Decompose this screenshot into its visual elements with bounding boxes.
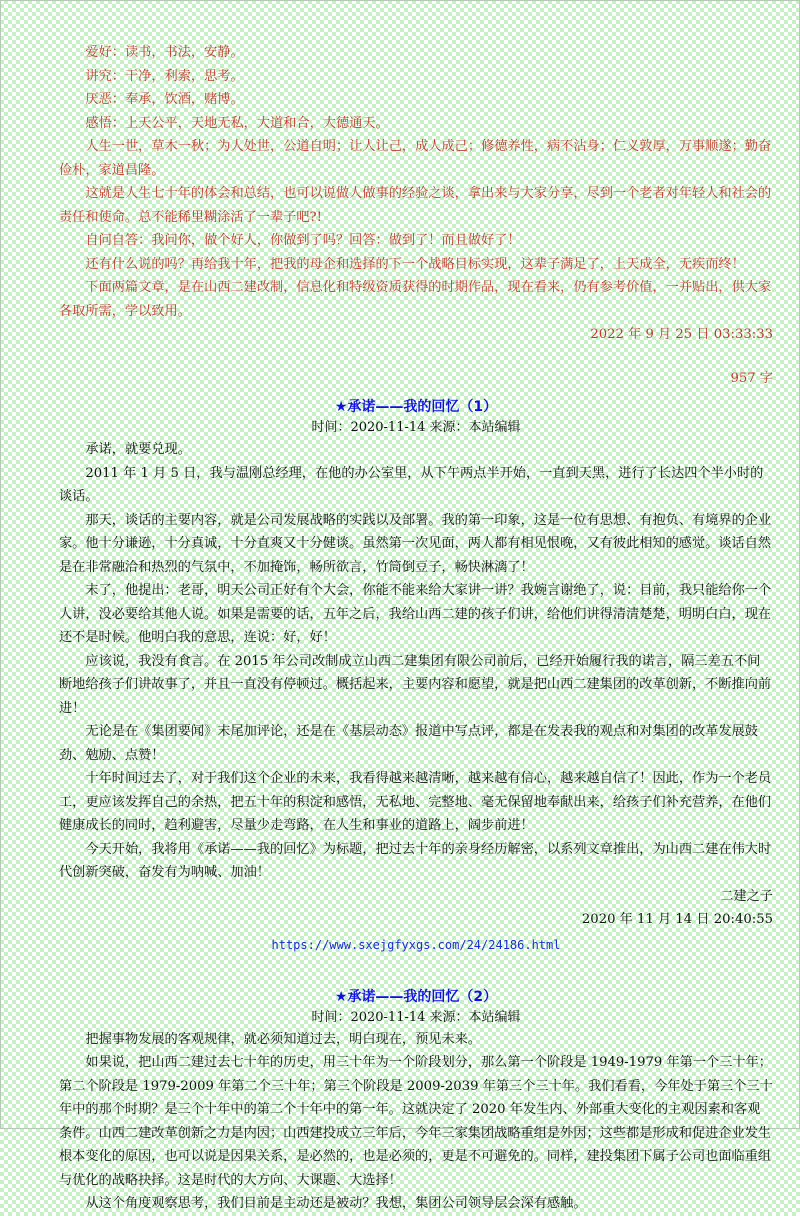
intro-date: 2022 年 9 月 25 日 03:33:33 (590, 327, 773, 342)
article-1-title: ★承诺——我的回忆（1） (334, 399, 498, 415)
intro-self-qa: 自问自答：我问你，做个好人，你做到了吗？回答：做到了！而且做好了！ (85, 233, 521, 248)
intro-section (59, 41, 773, 390)
article-2-paragraph: 如果说，把山西二建过去七十年的历史，用三十年为一个阶段划分，那么第一个阶段是 1949-1979 年第一个三十年；第二个阶段是 1979-2009 年第二个三十年；第三个阶段是 2009-2039 年第三个三十年。我们看看，今年处于第三个三十年中的那个时期？是三个十年中的第二个十年中的第一年。这就决定了 2020 年发生内、外部重大变化的主观因素和客观条件。山西二建改革创新之力是内因；山西建投成立三年后，今年三家集团战略重组是外因；这些都是形成和促进企业发生根本变化的原因，也可以说是因果关系，是必然的，也是必须的，更是不可避免的。同样，建投集团下属子公司也面临重组与优化的战略抉择。这是时代的大方向、大课题、大选择！ (59, 1055, 773, 1188)
intro-dislike: 厌恶：奉承，饮酒，赌博。 (85, 92, 244, 107)
article-1-date: 2020 年 11 月 14 日 20:40:55 (581, 912, 773, 927)
intro-note: 下面两篇文章，是在山西二建改制，信息化和特级资质获得的时期作品，现在看来，仍有参考价值，一并贴出，供大家各取所需，学以致用。 (59, 280, 772, 319)
article-1-paragraph: 承诺，就要兑现。 (85, 442, 191, 457)
article-2-paragraph: 把握事物发展的客观规律，就必须知道过去，明白现在，预见未来。 (85, 1031, 482, 1047)
article-2-paragraph: 从这个角度观察思考，我们目前是主动还是被动？我想，集团公司领导层会深有感触。 (85, 1196, 587, 1211)
article-1-url-link[interactable]: https://www.sxejgfyxgs.com/24/24186.html (271, 937, 561, 952)
article-1-paragraph: 应该说，我没有食言。在 2015 年公司改制成立山西二建集团有限公司前后，已经开始履行我的诺言，隔三差五不间断地给孩子们讲故事了，并且一直没有停顿过。概括起来，主要内容和愿望，就是把山西二建集团的改革创新，不断推向前进！ (59, 653, 772, 716)
intro-summary: 这就是人生七十年的体会和总结，也可以说做人做事的经验之谈，拿出来与大家分享，尽到一个老者对年轻人和社会的责任和使命。总不能稀里糊涂活了一辈子吧?! (59, 186, 772, 225)
article-1-paragraph: 无论是在《集团要闻》末尾加评论，还是在《基层动态》报道中写点评，都是在发表我的观点和对集团的改革发展鼓劲、勉励、点赞！ (59, 724, 758, 763)
article-1-paragraph: 今天开始，我将用《承诺——我的回忆》为标题，把过去十年的亲身经历解密，以系列文章推出，为山西二建在伟大时代创新突破，奋发有为呐喊、加油！ (59, 841, 772, 880)
intro-insight: 感悟：上天公平，天地无私，大道和合，大德通天。 (85, 115, 389, 131)
article-1-meta: 时间：2020-11-14 来源：本站编辑 (311, 420, 521, 435)
article-1-paragraph: 末了，他提出：老哥，明天公司正好有个大会，你能不能来给大家讲一讲？我婉言谢绝了，说：目前，我只能给你一个人讲，没必要给其他人说。如果是需要的话，五年之后，我给山西二建的孩子们讲，给他们讲得清清楚楚，明明白白，现在还不是时候。他明白我的意思，连说：好，好！ (59, 583, 772, 645)
document-content (59, 41, 773, 1216)
article-1-paragraph: 2011 年 1 月 5 日，我与温刚总经理，在他的办公室里，从下午两点半开始，一直到天黑，进行了长达四个半小时的谈话。 (59, 465, 764, 504)
article-1 (59, 396, 773, 956)
article-1-signature: 二建之子 (720, 888, 773, 904)
article-2-meta: 时间：2020-11-14 来源：本站编辑 (311, 1009, 521, 1025)
article-1-paragraph: 十年时间过去了，对于我们这个企业的未来，我看得越来越清晰，越来越有信心，越来越自信了！因此，作为一个老员工，更应该发挥自己的余热，把五十年的积淀和感悟，无私地、完整地、毫无保留地奉献出来，给孩子们补充营养，在他们健康成长的同时，趋利避害，尽量少走弯路，在人生和事业的道路上，阔步前进！ (59, 771, 772, 833)
article-1-paragraph: 那天，谈话的主要内容，就是公司发展战略的实践以及部署。我的第一印象，这是一位有思想、有抱负、有境界的企业家。他十分谦逊，十分真诚，十分直爽又十分健谈。虽然第一次见面，两人都有相见恨晚，又有彼此相知的感觉。谈话自然是在非常融洽和热烈的气氛中，不加掩饰，畅所欲言，竹筒倒豆子，畅快淋漓了！ (59, 512, 772, 575)
article-2 (59, 986, 773, 1216)
intro-life-motto: 人生一世，草木一秋；为人处世，公道自明；让人让己，成人成己；修德养性，病不沾身；仁义敦厚，万事顺遂；勤奋俭朴，家道昌隆。 (59, 139, 772, 178)
article-2-title: ★承诺——我的回忆（2） (334, 988, 498, 1005)
intro-care: 讲究：干净，利索，思考。 (85, 68, 244, 84)
word-count: 957 字 (730, 370, 773, 386)
intro-wish: 还有什么说的吗？再给我十年，把我的母企和选择的下一个战略目标实现，这辈子满足了，上天成全，无疾而终！ (85, 256, 745, 272)
intro-hobby: 爱好：读书，书法，安静。 (85, 45, 244, 60)
